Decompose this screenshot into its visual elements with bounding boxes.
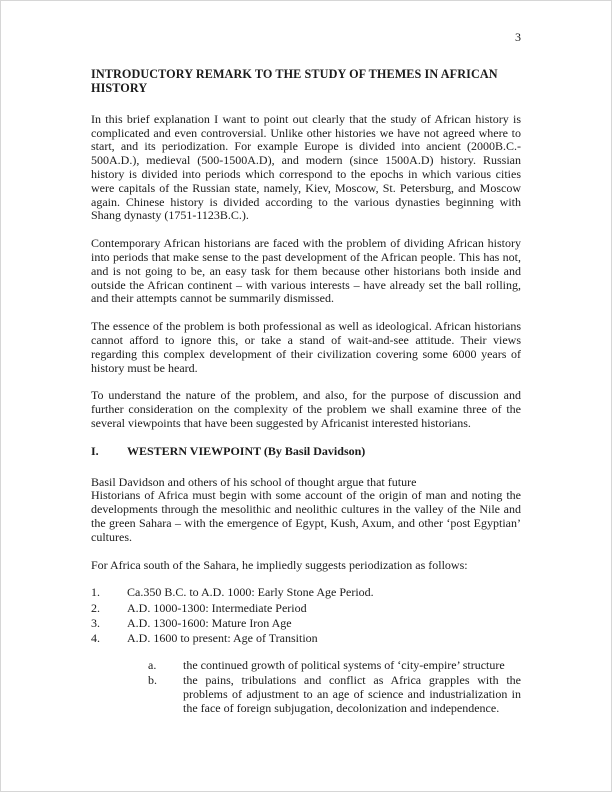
list-item (91, 602, 521, 616)
list-item-text: A.D. 1300-1600: Mature Iron Age (127, 615, 292, 630)
paragraph-davidson-body: Historians of Africa must begin with some account of the origin of man and noting the developments through the mesolithic and neolithic cultures in the valley of the Nile and the green Sahara – with the emergence of Egypt, Kush, Axum, and other ‘post Egyptian’ cultures. (91, 488, 521, 544)
section-title: WESTERN VIEWPOINT (By Basil Davidson) (127, 443, 366, 458)
list-item-number: 3. (91, 615, 100, 630)
page-number: 3 (515, 30, 521, 44)
list-item-number: 4. (91, 631, 100, 646)
paragraph-intro: In this brief explanation I want to point out clearly that the study of African history is complicated and even controversial. Unlike other histories we have not agreed where to start, and its periodization. For example Europe is divided into ancient (2000B.C.- 500A.D.), medieval (500-1500A.D), and modern (since 1500A.D) history. Russian history is divided into periods which correspond to the epochs in which various cities were capitals of the Russian state, namely, Kiev, Moscow, St. Petersburg, and Moscow again. Chinese history is divided according to the various dynasties beginning with Shang dynasty (1751-1123B.C.). (91, 111, 521, 223)
list-item-text: A.D. 1000-1300: Intermediate Period (127, 600, 307, 615)
section-heading (91, 445, 521, 459)
section-numeral: I. (91, 443, 99, 458)
paragraph-contemporary: Contemporary African historians are faced with the problem of dividing African history into periods that make sense to the past development of the African people. This has not, and is not going to be, an easy task for them because other historians both inside and outside the African continent – with various interests – have already set the ball rolling, and their attempts cannot be summarily dismissed. (91, 236, 521, 306)
sublist-item-letter: b. (148, 673, 157, 688)
paragraph-essence: The essence of the problem is both professional as well as ideological. African historians cannot afford to ignore this, or take a stand of wait-and-see attitude. Their views regarding this complex development of their civilization covering some 6000 years of history must be heard. (91, 319, 521, 375)
sublist-item (148, 659, 521, 673)
list-item-text: A.D. 1600 to present: Age of Transition (127, 631, 318, 646)
list-item (91, 632, 521, 646)
paragraph-davidson (91, 476, 521, 545)
list-item (91, 586, 521, 600)
document-title: INTRODUCTORY REMARK TO THE STUDY OF THEMES IN AFRICAN HISTORY (91, 66, 498, 96)
sublist-item-text: the continued growth of political systems of ‘city-empire’ structure (183, 658, 505, 672)
sublist-item-letter: a. (148, 658, 157, 672)
list-item (91, 617, 521, 631)
sublist-item-text: the pains, tribulations and conflict as Africa grapples with the problems of adjustment to an age of science and industrialization in the face of foreign subjugation, decolonization and independence. (183, 673, 521, 715)
lettered-sublist (148, 659, 521, 716)
list-item-number: 1. (91, 585, 100, 600)
paragraph-davidson-line1: Basil Davidson and others of his school of thought argue that future (91, 474, 417, 489)
sublist-item (148, 674, 521, 715)
paragraph-periodization-intro: For Africa south of the Sahara, he impliedly suggests periodization as follows: (91, 557, 468, 572)
list-item-text: Ca.350 B.C. to A.D. 1000: Early Stone Age Period. (127, 585, 374, 600)
list-item-number: 2. (91, 600, 100, 615)
paragraph-understand: To understand the nature of the problem, and also, for the purpose of discussion and further consideration on the complexity of the problem we shall examine three of the several viewpoints that have been suggested by Africanist interested historians. (91, 388, 521, 430)
numbered-list (91, 586, 521, 646)
